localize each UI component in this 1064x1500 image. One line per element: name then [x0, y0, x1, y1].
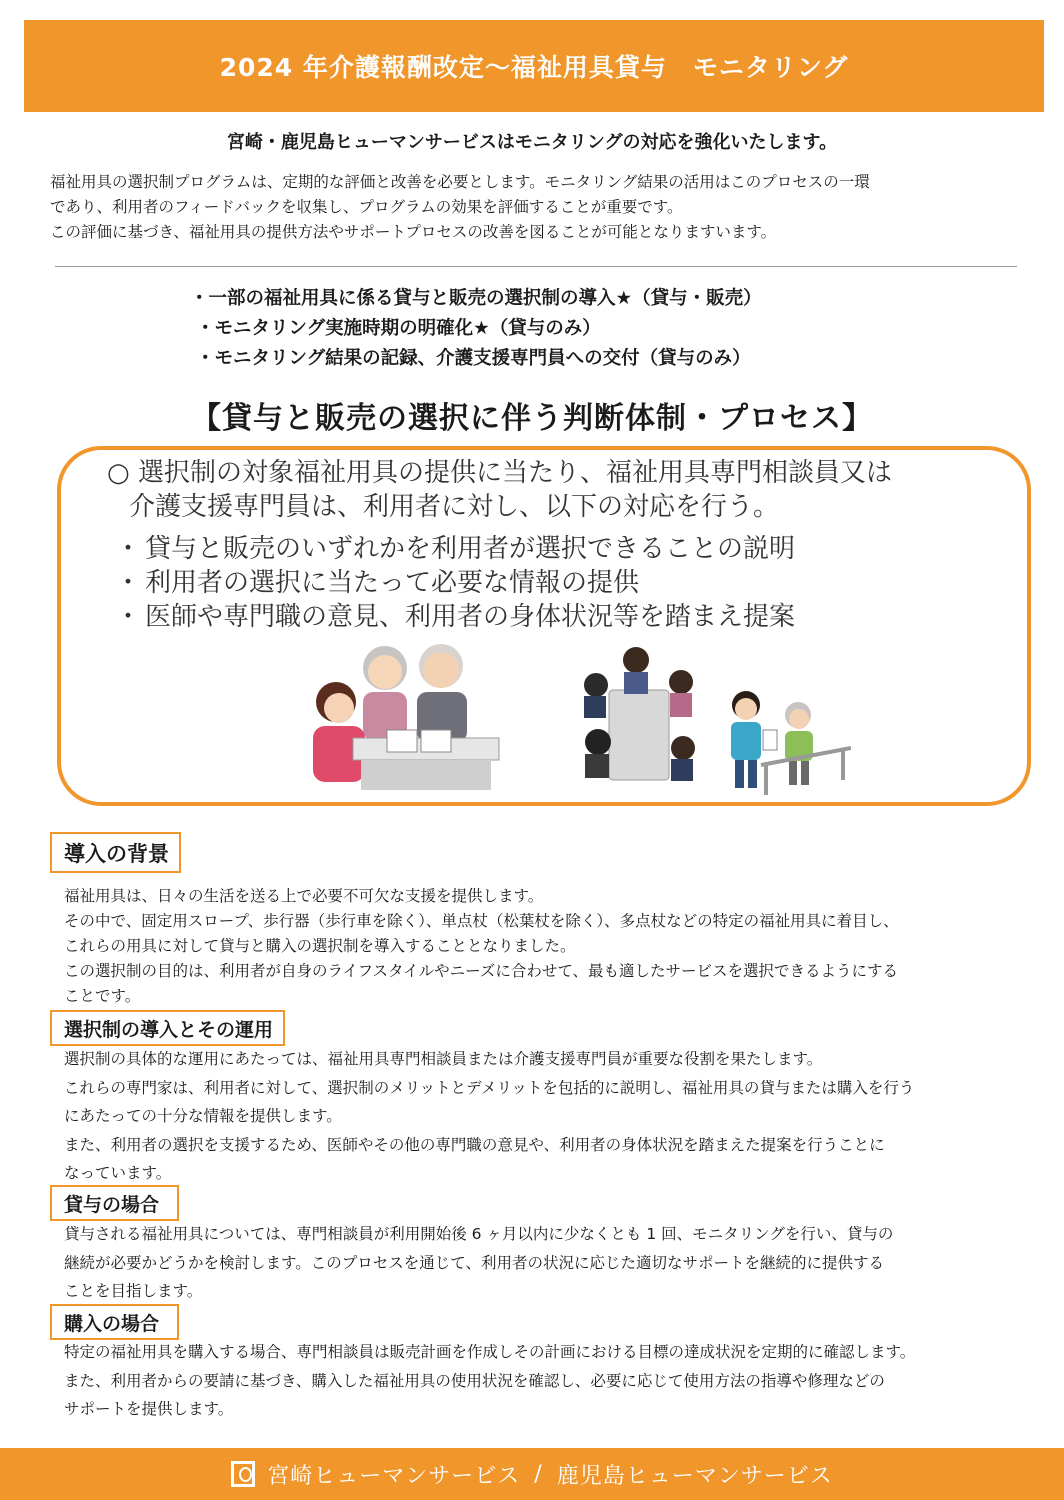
- section-line: ことです。: [64, 987, 141, 1005]
- consultation-scene-icon: [313, 644, 499, 790]
- process-item-text: 貸与と販売のいずれかを利用者が選択できることの説明: [145, 534, 796, 564]
- process-item: [115, 566, 995, 600]
- section-text-background: [64, 884, 1049, 1009]
- section-line: 特定の福祉用具を購入する場合、専門相談員は販売計画を作成しその計画における目標の達成状況を定期的に確認します。: [64, 1343, 916, 1361]
- section-line: ことを目指します。: [64, 1282, 203, 1300]
- walking-assist-scene-icon: [731, 691, 851, 795]
- section-label-selection-operation: 選択制の導入とその運用: [50, 1010, 285, 1046]
- section-label-rental: 貸与の場合: [50, 1185, 179, 1221]
- process-lead-line: ○ 選択制の対象福祉用具の提供に当たり、福祉用具専門相談員又は: [107, 458, 892, 488]
- section-line: サポートを提供します。: [64, 1400, 234, 1418]
- process-item-text: 利用者の選択に当たって必要な情報の提供: [145, 568, 640, 598]
- key-point: ・一部の福祉用具に係る貸与と販売の選択制の導入★（貸与・販売）: [190, 288, 762, 309]
- process-lead: [107, 456, 987, 524]
- process-lead-line: 介護支援専門員は、利用者に対し、以下の対応を行う。: [129, 492, 780, 522]
- intro-text: [50, 170, 1030, 245]
- section-line: 貸与される福祉用具については、専門相談員が利用開始後 6 ヶ月以内に少なくとも 1 回、モニタリングを行い、貸与の: [64, 1225, 894, 1243]
- footer-company-miyazaki: 宮崎ヒューマンサービス: [267, 1463, 521, 1489]
- page-header: [24, 20, 1044, 112]
- process-item: [115, 600, 995, 634]
- section-line: また、利用者の選択を支援するため、医師やその他の専門職の意見や、利用者の身体状況を踏まえた提案を行うことに: [64, 1135, 885, 1154]
- bullet-mark: ・: [115, 602, 142, 632]
- section-line: この選択制の目的は、利用者が自身のライフスタイルやニーズに合わせて、最も適したサービスを選択できるようにする: [64, 962, 899, 980]
- section-line: 福祉用具は、日々の生活を送る上で必要不可欠な支援を提供します。: [64, 887, 544, 905]
- subtitle: 宮崎・鹿児島ヒューマンサービスはモニタリングの対応を強化いたします。: [226, 132, 838, 153]
- section-label-background: 導入の背景: [50, 832, 181, 873]
- section-label-purchase: 購入の場合: [50, 1304, 179, 1340]
- consultation-illustration: [291, 630, 851, 795]
- section-line: 継続が必要かどうかを検討します。このプロセスを通じて、利用者の状況に応じた適切なサポートを継続的に提供する: [64, 1253, 884, 1272]
- divider: [55, 266, 1017, 267]
- company-logo-icon: [231, 1461, 255, 1487]
- section-text-rental: [64, 1220, 1049, 1306]
- page-title: 2024 年介護報酬改定～福祉用具貸与 モニタリング: [219, 53, 849, 82]
- bullet-mark: ・: [115, 568, 142, 598]
- section-text-selection-operation: [64, 1045, 1049, 1188]
- key-point: ・モニタリング実施時期の明確化★（貸与のみ）: [196, 318, 601, 339]
- intro-line: であり、利用者のフィードバックを収集し、プログラムの効果を評価することが重要です。: [50, 198, 683, 216]
- meeting-scene-icon: [584, 647, 695, 781]
- process-item-text: 医師や専門職の意見、利用者の身体状況等を踏まえ提案: [145, 602, 796, 632]
- section-line: 選択制の具体的な運用にあたっては、福祉用具専門相談員または介護支援専門員が重要な役割を果たします。: [64, 1050, 823, 1068]
- key-point: ・モニタリング結果の記録、介護支援専門員への交付（貸与のみ）: [196, 348, 751, 369]
- section-line: また、利用者からの要請に基づき、購入した福祉用具の使用状況を確認し、必要に応じて使用方法の指導や修理などの: [64, 1371, 885, 1390]
- bullet-mark: ・: [115, 534, 142, 564]
- key-points-list: [190, 284, 950, 374]
- section-line: これらの用具に対して貸与と購入の選択制を導入することとなりました。: [64, 937, 576, 955]
- section-line: なっています。: [64, 1164, 172, 1182]
- intro-line: この評価に基づき、福祉用具の提供方法やサポートプロセスの改善を図ることが可能となりますいます。: [50, 223, 777, 241]
- section-line: これらの専門家は、利用者に対して、選択制のメリットとデメリットを包括的に説明し、福祉用具の貸与または購入を行う: [64, 1078, 915, 1097]
- process-items: [115, 532, 995, 634]
- section-text-purchase: [64, 1338, 1049, 1424]
- process-item: [115, 532, 995, 566]
- footer-company-kagoshima: 鹿児島ヒューマンサービス: [556, 1463, 833, 1489]
- section-line: にあたっての十分な情報を提供します。: [64, 1107, 342, 1125]
- process-title: 【貸与と販売の選択に伴う判断体制・プロセス】: [191, 401, 873, 436]
- section-line: その中で、固定用スロープ、歩行器（歩行車を除く）、単点杖（松葉杖を除く）、多点杖などの特定の福祉用具に着目し、: [64, 912, 899, 930]
- page-footer: [0, 1448, 1064, 1500]
- intro-line: 福祉用具の選択制プログラムは、定期的な評価と改善を必要とします。モニタリング結果の活用はこのプロセスの一環: [50, 173, 870, 191]
- process-box: [57, 446, 1031, 806]
- footer-separator: /: [534, 1461, 543, 1487]
